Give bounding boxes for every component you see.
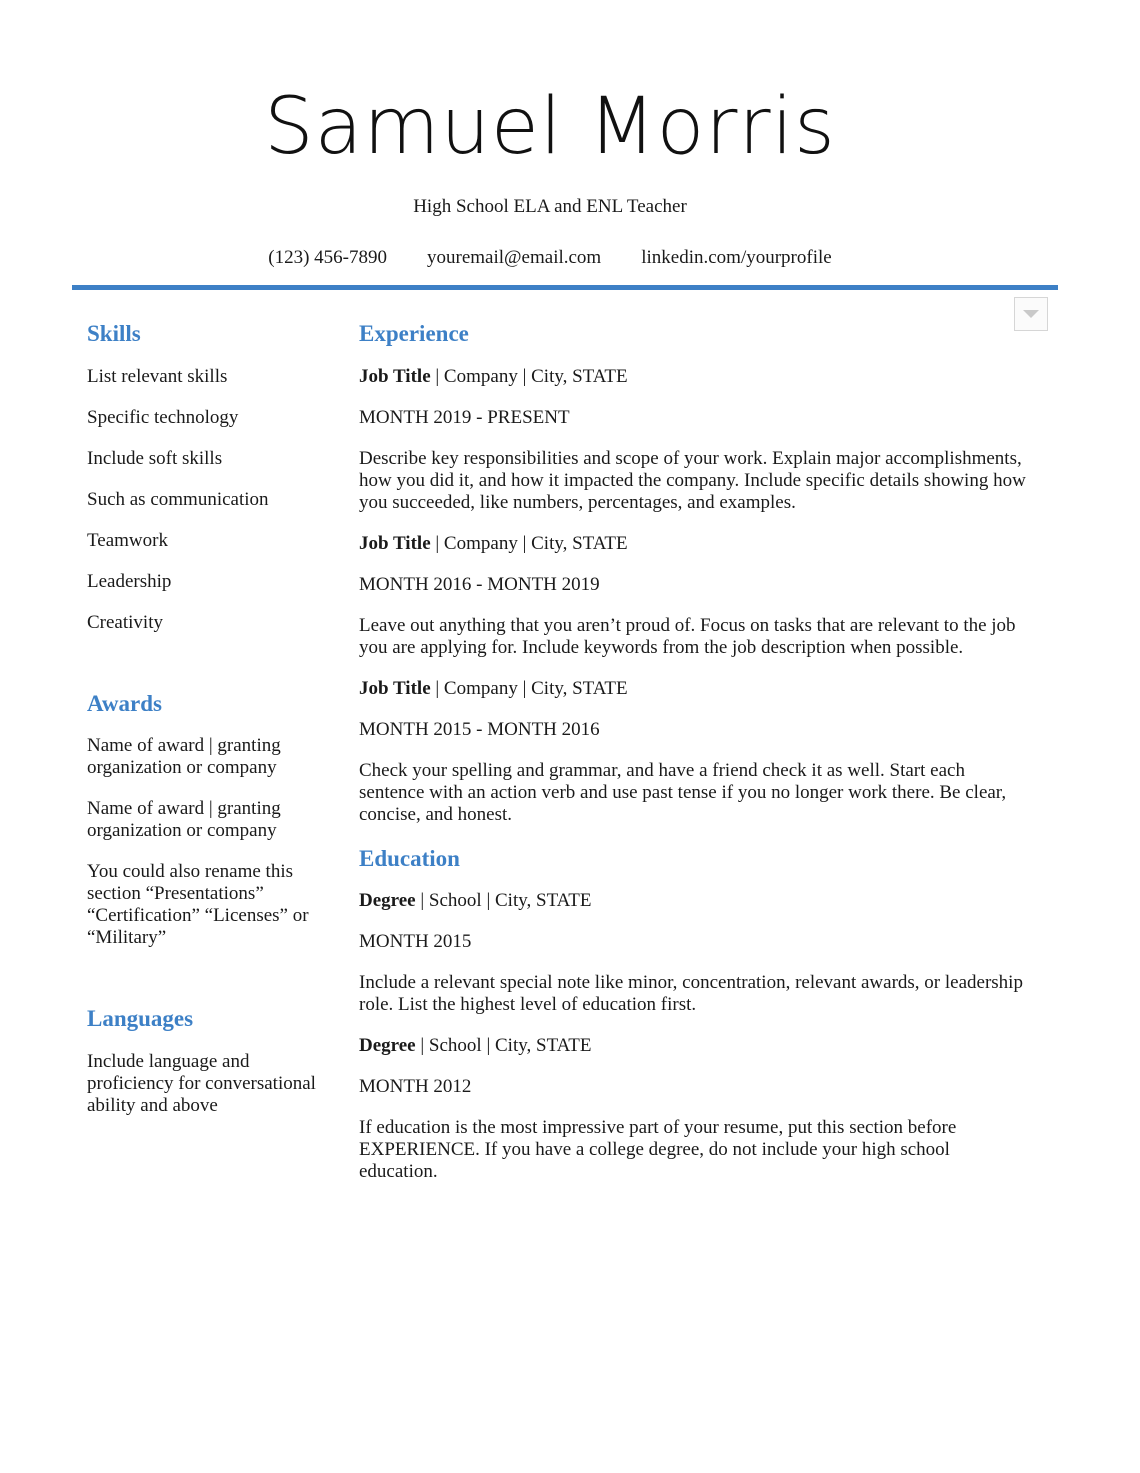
job-header xyxy=(359,366,1029,388)
education-header xyxy=(359,890,1029,912)
skills-list xyxy=(87,366,317,634)
awards-heading: Awards xyxy=(87,690,162,716)
job-title: Job Title xyxy=(359,532,431,554)
job-header xyxy=(359,533,1029,555)
education-date: MONTH 2015 xyxy=(359,931,472,953)
job-entry xyxy=(359,678,1029,826)
languages-section xyxy=(87,1005,317,1117)
skill-item: Teamwork xyxy=(87,529,168,551)
header-divider xyxy=(72,285,1058,290)
job-description: Check your spelling and grammar, and have a friend check it as well. Start each sentence with an action verb and use past tense if you no longer work there. Be clear, concise, and honest. xyxy=(359,759,1007,825)
right-column xyxy=(359,320,1029,1202)
job-company-location: | Company | City, STATE xyxy=(430,365,628,387)
skill-item: List relevant skills xyxy=(87,365,228,387)
job-company-location: | Company | City, STATE xyxy=(430,677,628,699)
job-description: Describe key responsibilities and scope of your work. Explain major accomplishments, how you did it, and how it impacted the company. Include specific details showing how you succeeded, like numbers, percentages, and examples. xyxy=(359,447,1026,513)
linkedin-url: linkedin.com/yourprofile xyxy=(641,247,832,268)
school-location: | School | City, STATE xyxy=(415,890,592,912)
job-entry xyxy=(359,533,1029,659)
skill-item: Leadership xyxy=(87,570,172,592)
job-dates: MONTH 2016 - MONTH 2019 xyxy=(359,573,600,595)
awards-section xyxy=(87,690,317,950)
candidate-name: Samuel Morris xyxy=(264,82,836,172)
award-item: You could also rename this section “Presentations” “Certification” “Licenses” or “Military” xyxy=(87,861,309,949)
languages-text: Include language and proficiency for conversational ability and above xyxy=(87,1050,316,1116)
job-header xyxy=(359,678,1029,700)
education-entry xyxy=(359,890,1029,1016)
email-address: youremail@email.com xyxy=(427,247,602,268)
education-description: If education is the most impressive part of your resume, put this section before EXPERIENCE. If you have a college degree, do not include your high school education. xyxy=(359,1117,957,1183)
degree-name: Degree xyxy=(359,1035,416,1057)
skill-item: Specific technology xyxy=(87,406,239,428)
skill-item: Include soft skills xyxy=(87,447,223,469)
job-description: Leave out anything that you aren’t proud of. Focus on tasks that are relevant to the job you are applying for. Include keywords from the job description when possible. xyxy=(359,614,1016,658)
experience-heading: Experience xyxy=(359,321,469,346)
job-entry xyxy=(359,366,1029,514)
school-location: | School | City, STATE xyxy=(415,1035,592,1057)
education-date: MONTH 2012 xyxy=(359,1076,472,1098)
degree-name: Degree xyxy=(359,890,416,912)
skills-heading: Skills xyxy=(87,321,141,346)
award-item: Name of award | granting organization or company xyxy=(87,798,281,842)
skill-item: Such as communication xyxy=(87,488,269,510)
skills-section xyxy=(87,320,317,634)
phone-number: (123) 456-7890 xyxy=(268,247,388,268)
job-dates: MONTH 2019 - PRESENT xyxy=(359,406,570,428)
dropdown-triangle-icon xyxy=(1022,309,1040,319)
education-entry xyxy=(359,1035,1029,1183)
skill-item: Creativity xyxy=(87,611,163,633)
job-company-location: | Company | City, STATE xyxy=(430,532,628,554)
award-item: Name of award | granting organization or company xyxy=(87,735,281,779)
languages-heading: Languages xyxy=(87,1006,194,1032)
job-dates: MONTH 2015 - MONTH 2016 xyxy=(359,718,600,740)
education-description: Include a relevant special note like minor, concentration, relevant awards, or leadership role. List the highest level of education first. xyxy=(359,972,1023,1016)
job-title-subtitle: High School ELA and ENL Teacher xyxy=(413,196,687,217)
left-column xyxy=(87,320,317,1167)
education-header xyxy=(359,1035,1029,1057)
education-heading: Education xyxy=(359,845,460,871)
contact-row xyxy=(0,247,1100,269)
job-title: Job Title xyxy=(359,365,431,387)
job-title: Job Title xyxy=(359,677,431,699)
